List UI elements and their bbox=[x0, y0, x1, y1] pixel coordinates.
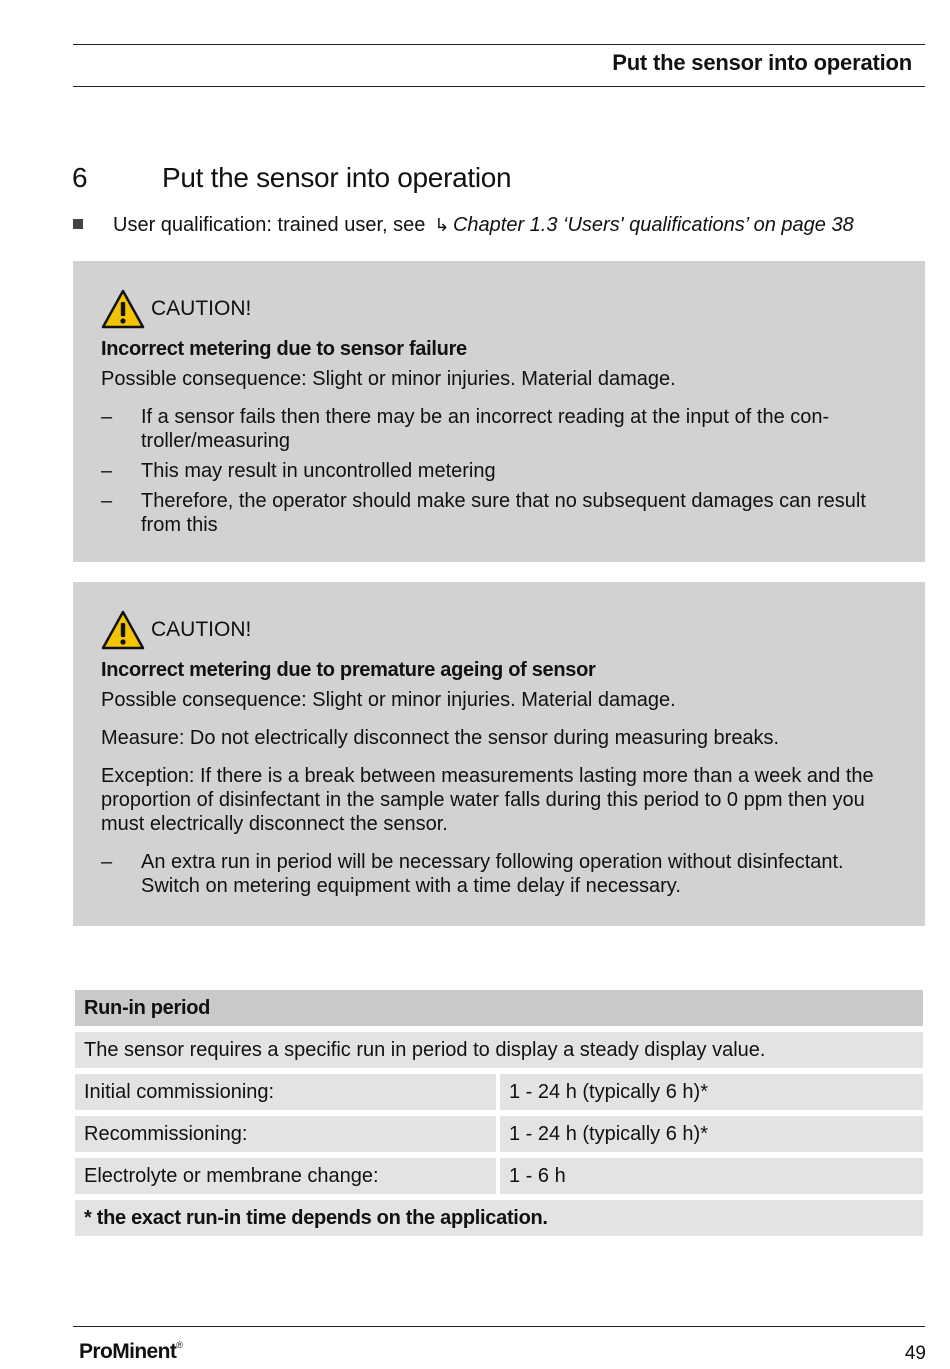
user-qualification bbox=[73, 214, 854, 237]
table-header: Run-in period bbox=[75, 990, 923, 1026]
header-bottom-rule bbox=[73, 86, 925, 87]
caution-consequence: Possible consequence: Slight or minor injuries. Material damage. bbox=[101, 689, 676, 711]
page-number: 49 bbox=[904, 1343, 926, 1364]
list-item: – If a sensor fails then there may be an incorrect reading at the input of the con-troller/measuring bbox=[101, 406, 830, 452]
square-bullet-icon bbox=[73, 219, 83, 229]
warning-triangle-icon bbox=[101, 610, 145, 650]
caution-heading: Incorrect metering due to sensor failure bbox=[101, 338, 467, 360]
table-row-value: 1 - 24 h (typically 6 h)* bbox=[500, 1116, 923, 1152]
table-footnote: * the exact run-in time depends on the application. bbox=[75, 1200, 923, 1236]
caution-box-sensor-failure bbox=[73, 261, 925, 562]
caution-consequence: Possible consequence: Slight or minor injuries. Material damage. bbox=[101, 368, 676, 390]
list-item: – An extra run in period will be necessary following operation without disinfectant. Switch on metering equipment with a time delay if necessary. bbox=[101, 851, 844, 897]
qualification-text: User qualification: trained user, see bbox=[113, 214, 426, 236]
table-row-label: Electrolyte or membrane change: bbox=[75, 1158, 496, 1194]
caution-label: CAUTION! bbox=[151, 618, 252, 641]
caution-box-premature-ageing bbox=[73, 582, 925, 926]
list-item: – Therefore, the operator should make sure that no subsequent damages can result from this bbox=[101, 490, 866, 536]
table-description: The sensor requires a specific run in period to display a steady display value. bbox=[75, 1032, 923, 1068]
footer-rule bbox=[73, 1326, 925, 1327]
caution-label: CAUTION! bbox=[151, 297, 252, 320]
table-row-label: Initial commissioning: bbox=[75, 1074, 496, 1110]
caution-measures-list bbox=[101, 405, 899, 537]
table-row-value: 1 - 6 h bbox=[500, 1158, 923, 1194]
chapter-title: Put the sensor into operation bbox=[162, 162, 512, 193]
caution-measure: Measure: Do not electrically disconnect the sensor during measuring breaks. bbox=[101, 727, 780, 749]
table-row-label: Recommissioning: bbox=[75, 1116, 496, 1152]
prominent-logo: ProMinent® bbox=[79, 1340, 183, 1363]
caution-exception: Exception: If there is a break between measurements lasting more than a week and the proportion of disinfectant in the sample water falls during this period to 0 ppm then you must electrically disconnect the sensor. bbox=[101, 765, 874, 835]
header-top-rule bbox=[73, 44, 925, 45]
running-header: Put the sensor into operation bbox=[612, 50, 912, 75]
warning-triangle-icon bbox=[101, 289, 145, 329]
chapter-cross-reference-link[interactable]: Chapter 1.3 ‘Users' qualifications’ on page 38 bbox=[452, 214, 854, 236]
list-item: – This may result in uncontrolled metering bbox=[101, 460, 496, 482]
table-row-value: 1 - 24 h (typically 6 h)* bbox=[500, 1074, 923, 1110]
caution-header bbox=[101, 610, 899, 650]
caution-measures-list bbox=[101, 850, 899, 898]
cross-reference-arrow-icon: ↳ bbox=[434, 215, 450, 235]
chapter-number: 6 bbox=[72, 162, 88, 193]
caution-header bbox=[101, 289, 899, 329]
caution-heading: Incorrect metering due to premature ageing of sensor bbox=[101, 659, 596, 681]
